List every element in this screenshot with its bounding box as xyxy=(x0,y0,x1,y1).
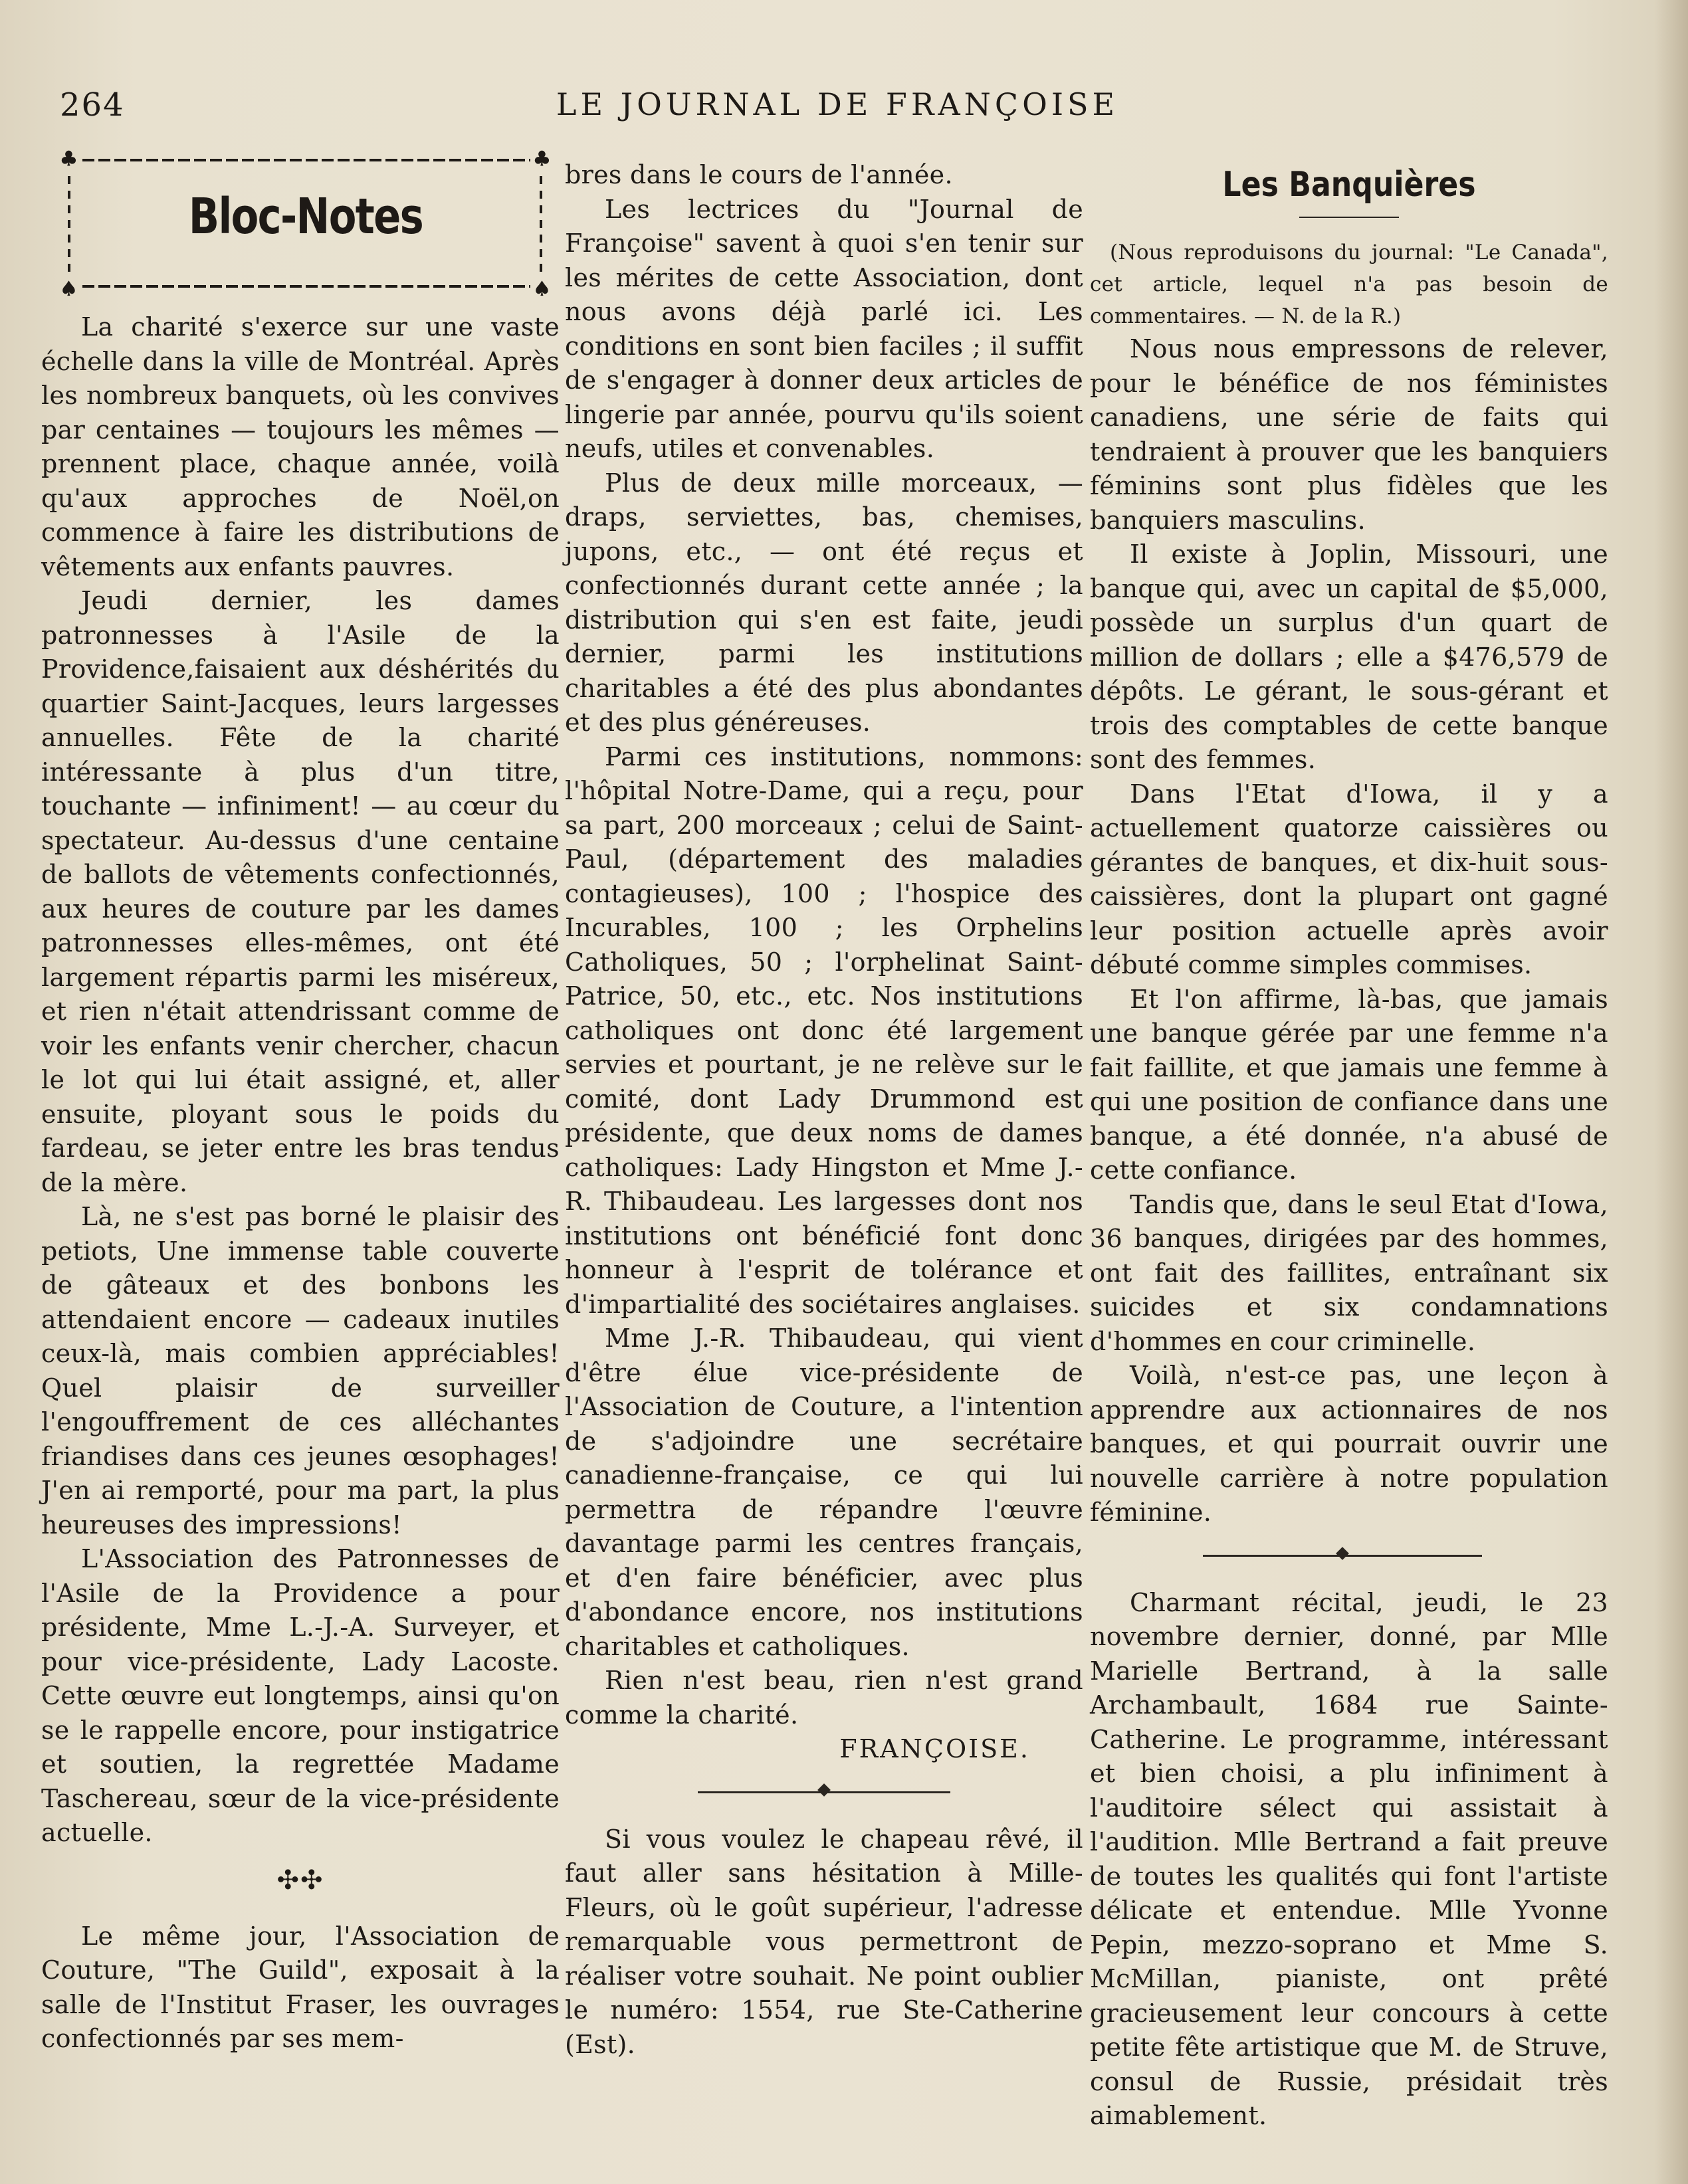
article-paragraph: Rien n'est beau, rien n'est grand comme la charité. xyxy=(565,1666,1083,1730)
page-number: 264 xyxy=(60,86,125,124)
column-1 xyxy=(41,149,560,2056)
article-paragraph: Parmi ces institutions, nommons: l'hôpital Notre-Dame, qui a reçu, pour sa part, 200 morceaux ; celui de Saint-Paul, (département des maladies contagieuses), 100 ; l'hospice des Incurables, 100 ; les Orphelins Catholiques, 50 ; l'orphelinat Saint-Patrice, 50, etc., etc. Nos institutions catholiques ont donc été largement servies et pourtant, je ne relève sur le comité, dont Lady Drummond est présidente, que deux noms de dames catholiques: Lady Hingston et Mme J.-R. Thibaudeau. Les largesses dont nos institutions ont bénéficié font donc honneur à l'esprit de tolérance et d'impartialité des sociétaires anglaises. xyxy=(565,742,1083,1319)
article-paragraph: Tandis que, dans le seul Etat d'Iowa, 36 banques, dirigées par des hommes, ont fait des faillites, entraînant six suicides et six condamnations d'hommes en cour criminelle. xyxy=(1090,1189,1608,1356)
article-paragraph: bres dans le cours de l'année. xyxy=(565,160,953,189)
column-2 xyxy=(565,158,1083,2062)
diamond-icon xyxy=(817,1783,831,1797)
article-paragraph: Jeudi dernier, les dames patronnesses à l'Asile de la Providence,faisaient aux déshérités du quartier Saint-Jacques, leurs largesses annuelles. Fête de la charité intéressante à plus d'un titre, touchante — infiniment! — au cœur du spectateur. Au-dessus d'une centaine de ballots de vêtements confectionnés, aux heures de couture par les dames patronnesses elles-mêmes, ont été largement répartis parmi les miséreux, et rien n'était attendrissant comme de voir les enfants venir chercher, chacun le lot qui lui était assigné, et, aller ensuite, ployant sous le poids du fardeau, se jeter entre les bras tendus de la mère. xyxy=(41,586,560,1197)
svg-text:♣: ♣ xyxy=(533,149,551,171)
advertisement-paragraph: Si vous voulez le chapeau rêvé, il faut aller sans hésitation à Mille-Fleurs, où le goût supérieur, l'adresse remarquable vous permettront de réaliser votre souhait. Ne point oublier le numéro: 1554, rue Ste-Catherine (Est). xyxy=(565,1824,1083,2059)
author-signature: FRANÇOISE. xyxy=(839,1734,1030,1763)
article-paragraph: La charité s'exerce sur une vaste échelle dans la ville de Montréal. Après les nombreux banquets, où les convives par centaines — toujours les mêmes — prennent place, chaque année, voilà qu'aux approches de Noël,on commence à faire les distributions de vêtements aux enfants pauvres. xyxy=(41,312,560,581)
column-3 xyxy=(1090,158,1608,2134)
article-paragraph: Charmant récital, jeudi, le 23 novembre dernier, donné, par Mlle Marielle Bertrand, à la salle Archambault, 1684 rue Sainte-Catherine. Le programme, intéressant et bien choisi, a plu infiniment à l'auditoire sélect qui assistait à l'audition. Mlle Bertrand a fait preuve de toutes les qualités qui font l'artiste délicate et entendue. Mlle Yvonne Pepin, mezzo-soprano et Mme S. McMillan, pianiste, ont prêté gracieusement leur concours à cette petite fête artistique que M. de Struve, consul de Russie, présidait très aimablement. xyxy=(1090,1587,1608,2130)
section-divider xyxy=(1090,1542,1608,1569)
section-divider xyxy=(565,1779,1083,1805)
article-paragraph: Là, ne s'est pas borné le plaisir des petiots, Une immense table couverte de gâteaux et des bonbons les attendaient encore — cadeaux inutiles ceux-là, mais combien appréciables! Quel plaisir de surveiller l'engouffrement de ces alléchantes friandises dans ces jeunes œsophages! J'en ai remporté, pour ma part, la plus heureuses des impressions! xyxy=(41,1202,560,1539)
article-paragraph: Dans l'Etat d'Iowa, il y a actuellement quatorze caissières ou gérantes de banques, et dix-huit sous-caissières, dont la plupart ont gagné leur position actuelle après avoir débuté comme simples commises. xyxy=(1090,779,1608,979)
article-paragraph: Voilà, n'est-ce pas, une leçon à apprendre aux actionnaires de nos banques, et qui pourrait ouvrir une nouvelle carrière à notre population féminine. xyxy=(1090,1361,1608,1527)
title-underline xyxy=(1299,217,1399,218)
article-paragraph: Et l'on affirme, là-bas, que jamais une banque gérée par une femme n'a fait faillite, et que jamais une femme à qui une position de confiance dans une banque, a été donnée, n'a abusé de cette confiance. xyxy=(1090,984,1608,1185)
page-spine-shadow xyxy=(1655,0,1688,2184)
article-paragraph: Le même jour, l'Association de Couture, "The Guild", exposait à la salle de l'Institut Fraser, les ouvrages confectionnés par ses mem- xyxy=(41,1921,560,2053)
running-title: LE JOURNAL DE FRANÇOISE xyxy=(556,86,1119,122)
editor-note: (Nous reproduisons du journal: "Le Canada", cet article, lequel n'a pas besoin de commentaires. — N. de la R.) xyxy=(1090,241,1608,328)
svg-text:♠: ♠ xyxy=(60,278,78,296)
article-paragraph: Plus de deux mille morceaux, — draps, serviettes, bas, chemises, jupons, etc., — ont été reçus et confectionnés durant cette année ; la distribution qui s'en est faite, jeudi dernier, parmi les institutions charitables a été des plus abondantes et des plus généreuses. xyxy=(565,468,1083,737)
article-title: Les Banquières xyxy=(1222,165,1476,205)
svg-text:♣: ♣ xyxy=(60,149,78,171)
article-paragraph: Nous nous empressons de relever, pour le bénéfice de nos féministes canadiens, une série de faits qui tendraient à prouver que les banquiers féminins sont plus fidèles que les banquiers masculins. xyxy=(1090,334,1608,535)
article-paragraph: L'Association des Patronnesses de l'Asile de la Providence a pour présidente, Mme L.-J.-A. Surveyer, et pour vice-présidente, Lady Lacoste. Cette œuvre eut longtemps, ainsi qu'on se le rappelle encore, pour instigatrice et soutien, la regrettée Madame Taschereau, sœur de la vice-présidente actuelle. xyxy=(41,1544,560,1847)
svg-text:♠: ♠ xyxy=(533,278,551,296)
article-paragraph: Les lectrices du "Journal de Françoise" savent à quoi s'en tenir sur les mérites de cette Association, dont nous avons déjà parlé ici. Les conditions en sont bien faciles ; il suffit de s'engager à donner deux articles de lingerie par année, pourvu qu'ils soient neufs, utiles et convenables. xyxy=(565,194,1083,463)
bloc-notes-box xyxy=(60,149,552,296)
article-paragraph: Il existe à Joplin, Missouri, une banque qui, avec un capital de $5,000, possède un surplus d'un quart de million de dollars ; elle a $476,579 de dépôts. Le gérant, le sous-gérant et trois des comptables de cette banque sont des femmes. xyxy=(1090,540,1608,774)
ornament-divider: ✣✣ xyxy=(276,1864,324,1896)
article-paragraph: Mme J.-R. Thibaudeau, qui vient d'être élue vice-présidente de l'Association de Couture, a l'intention de s'adjoindre une secrétaire canadienne-française, ce qui lui permettra de répandre l'œuvre davantage parmi les centres français, et d'en faire bénéficier, avec plus d'abondance encore, nos institutions charitables et catholiques. xyxy=(565,1324,1083,1661)
diamond-icon xyxy=(1336,1547,1349,1560)
page-header xyxy=(53,86,1622,133)
bloc-notes-title: Bloc-Notes xyxy=(188,188,423,245)
